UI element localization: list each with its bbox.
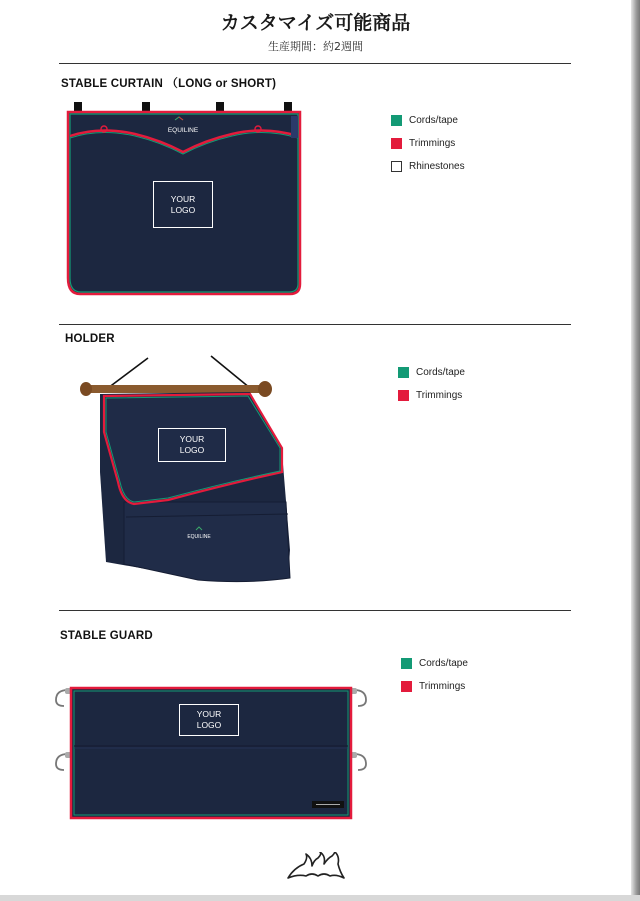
- legend-item-rhinestones: [391, 155, 465, 178]
- logo-line2: LOGO: [196, 720, 222, 730]
- section-title-holder: HOLDER: [65, 333, 115, 345]
- logo-line1: YOUR: [196, 709, 222, 719]
- page-title: カスタマイズ可能商品: [220, 12, 411, 34]
- legend-label: Cords/tape: [416, 367, 465, 378]
- red-swatch: [401, 681, 412, 692]
- equiline-horse-heads-logo-icon: [284, 852, 348, 882]
- legend-item-cords: [401, 652, 468, 675]
- legend-item-trimmings: [391, 132, 465, 155]
- page-bottom-edge: [0, 895, 640, 901]
- legend-label: Cords/tape: [409, 115, 458, 126]
- legend-label: Rhinestones: [409, 161, 465, 172]
- red-swatch: [391, 138, 402, 149]
- legend-label: Trimmings: [409, 138, 456, 149]
- holder-image: [78, 352, 296, 592]
- holder-brand-text: EQUILINE: [187, 534, 211, 540]
- stable-curtain-logo-placeholder: [153, 181, 213, 228]
- legend-item-trimmings: [398, 384, 465, 407]
- red-swatch: [398, 390, 409, 401]
- section-divider-guard: [59, 610, 571, 611]
- stable-guard-logo-placeholder: [179, 704, 239, 736]
- logo-line2: LOGO: [170, 204, 196, 215]
- curtain-brand-text: EQUILINE: [167, 127, 199, 134]
- page-edge-shadow: [631, 0, 640, 901]
- legend-label: Trimmings: [419, 681, 466, 692]
- legend-item-trimmings: [401, 675, 468, 698]
- legend-item-cords: [391, 109, 465, 132]
- logo-line1: YOUR: [170, 193, 196, 204]
- section-title-stable-guard: STABLE GUARD: [60, 630, 153, 642]
- section-divider-holder: [59, 324, 571, 325]
- stable-curtain-legend: [391, 109, 465, 178]
- holder-legend: [398, 361, 465, 407]
- page-subtitle: 生産期間：約2週間: [268, 40, 363, 53]
- green-swatch: [391, 115, 402, 126]
- green-swatch: [398, 367, 409, 378]
- empty-swatch: [391, 161, 402, 172]
- green-swatch: [401, 658, 412, 669]
- stable-guard-legend: [401, 652, 468, 698]
- section-divider-top: [59, 63, 571, 64]
- logo-line1: YOUR: [179, 434, 205, 444]
- section-title-stable-curtain: STABLE CURTAIN （LONG or SHORT): [61, 78, 277, 90]
- stable-guard-image: [48, 680, 376, 825]
- holder-logo-placeholder: [158, 428, 226, 462]
- logo-line2: LOGO: [179, 445, 205, 455]
- legend-label: Trimmings: [416, 390, 463, 401]
- legend-label: Cords/tape: [419, 658, 468, 669]
- legend-item-cords: [398, 361, 465, 384]
